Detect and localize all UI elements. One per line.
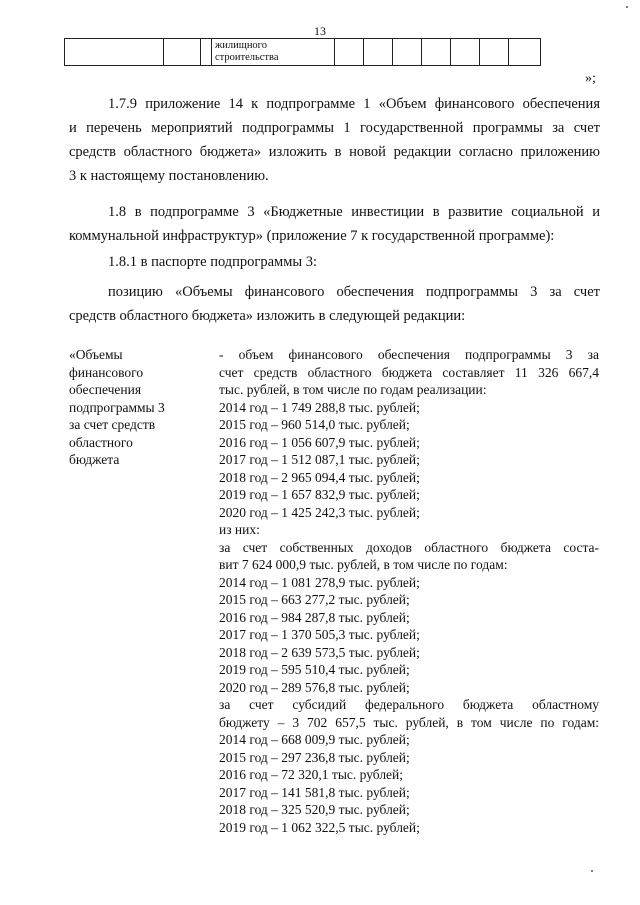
year-line: 2016 год – 984 287,8 тыс. рублей; <box>219 609 410 625</box>
label-line: обеспечения <box>69 382 142 397</box>
year-line: 2015 год – 960 514,0 тыс. рублей; <box>219 417 410 432</box>
paragraph-position <box>69 280 600 328</box>
text-line: 3 к настоящему постановлению. <box>69 168 269 184</box>
text-line: средств областного бюджета» изложить в новой редакции согласно приложению <box>69 144 600 160</box>
value-line: за счет собственных доходов областного бюджета соста- <box>219 539 599 555</box>
value-line: счет средств областного бюджета составляет 11 326 667,4 <box>219 364 599 380</box>
table-cell <box>451 39 480 66</box>
text-line: средств областного бюджета» изложить в следующей редакции: <box>69 308 466 324</box>
text-line: коммунальной инфраструктур» (приложение 7 к государственной программе): <box>69 228 555 244</box>
text-line: 1.7.9 приложение 14 к подпрограмме 1 «Объем финансового обеспечения <box>108 96 600 112</box>
table-row <box>65 39 541 66</box>
text-line: 1.8 в подпрограмме 3 «Бюджетные инвестиции в развитие социальной и <box>108 204 600 220</box>
scan-speck <box>591 870 593 872</box>
label-line: подпрограммы 3 <box>69 399 165 415</box>
paragraph-1-7-9 <box>69 92 600 188</box>
label-line: бюджета <box>69 452 120 467</box>
year-line: 2020 год – 1 425 242,3 тыс. рублей; <box>219 504 420 520</box>
table-cell <box>164 39 201 66</box>
year-line: 2016 год – 72 320,1 тыс. рублей; <box>219 767 404 782</box>
label-line: за счет средств <box>69 417 156 432</box>
passport-label-column <box>69 346 209 469</box>
year-line: 2020 год – 289 576,8 тыс. рублей; <box>219 679 410 695</box>
text-line: и перечень мероприятий подпрограммы 1 государственной программы за счет <box>69 120 600 136</box>
table-cell <box>201 39 212 66</box>
value-line: вит 7 624 000,9 тыс. рублей, в том числе по годам: <box>219 557 508 572</box>
year-line: 2019 год – 1 657 832,9 тыс. рублей; <box>219 487 420 502</box>
year-line: 2014 год – 1 081 278,9 тыс. рублей; <box>219 574 420 590</box>
value-line: за счет субсидий федерального бюджета областному <box>219 697 599 712</box>
year-line: 2014 год – 1 749 288,8 тыс. рублей; <box>219 399 420 415</box>
year-line: 2016 год – 1 056 607,9 тыс. рублей; <box>219 434 420 450</box>
table-cell-line: строительства <box>215 52 279 63</box>
passport-value-column <box>219 346 599 836</box>
table-cell <box>422 39 451 66</box>
value-line: тыс. рублей, в том числе по годам реализации: <box>219 382 487 397</box>
label-line: «Объемы <box>69 347 123 362</box>
table-cell <box>335 39 364 66</box>
table-cell-line: жилищного <box>215 40 267 51</box>
year-line: 2015 год – 663 277,2 тыс. рублей; <box>219 592 410 607</box>
table-cell <box>65 39 164 66</box>
table-cell <box>480 39 509 66</box>
table-cell <box>364 39 393 66</box>
label-line: финансового <box>69 364 144 380</box>
table-cell <box>393 39 422 66</box>
year-line: 2019 год – 595 510,4 тыс. рублей; <box>219 662 410 677</box>
continuation-table <box>64 38 541 66</box>
label-line: областного <box>69 434 133 450</box>
year-line: 2018 год – 2 965 094,4 тыс. рублей; <box>219 469 420 485</box>
of-them-line: из них: <box>219 522 260 537</box>
year-line: 2014 год – 668 009,9 тыс. рублей; <box>219 732 410 747</box>
year-line: 2018 год – 325 520,9 тыс. рублей; <box>219 802 410 817</box>
paragraph-1-8-1 <box>69 250 600 274</box>
year-line: 2017 год – 141 581,8 тыс. рублей; <box>219 784 410 800</box>
value-line: бюджету – 3 702 657,5 тыс. рублей, в том числе по годам: <box>219 714 599 730</box>
paragraph-1-8 <box>69 200 600 248</box>
year-line: 2018 год – 2 639 573,5 тыс. рублей; <box>219 644 420 660</box>
table-cell-text <box>212 39 335 66</box>
text-line: позицию «Объемы финансового обеспечения подпрограммы 3 за счет <box>108 284 600 300</box>
year-line: 2015 год – 297 236,8 тыс. рублей; <box>219 749 410 765</box>
year-line: 2017 год – 1 512 087,1 тыс. рублей; <box>219 452 420 467</box>
page-number: 13 <box>314 24 326 38</box>
text-line: 1.8.1 в паспорте подпрограммы 3: <box>108 254 318 270</box>
closing-mark: »; <box>585 71 596 86</box>
scan-speck <box>626 6 628 8</box>
table-cell <box>509 39 541 66</box>
year-line: 2019 год – 1 062 322,5 тыс. рублей; <box>219 819 420 835</box>
year-line: 2017 год – 1 370 505,3 тыс. рублей; <box>219 627 420 642</box>
value-line: - объем финансового обеспечения подпрограммы 3 за <box>219 347 599 362</box>
